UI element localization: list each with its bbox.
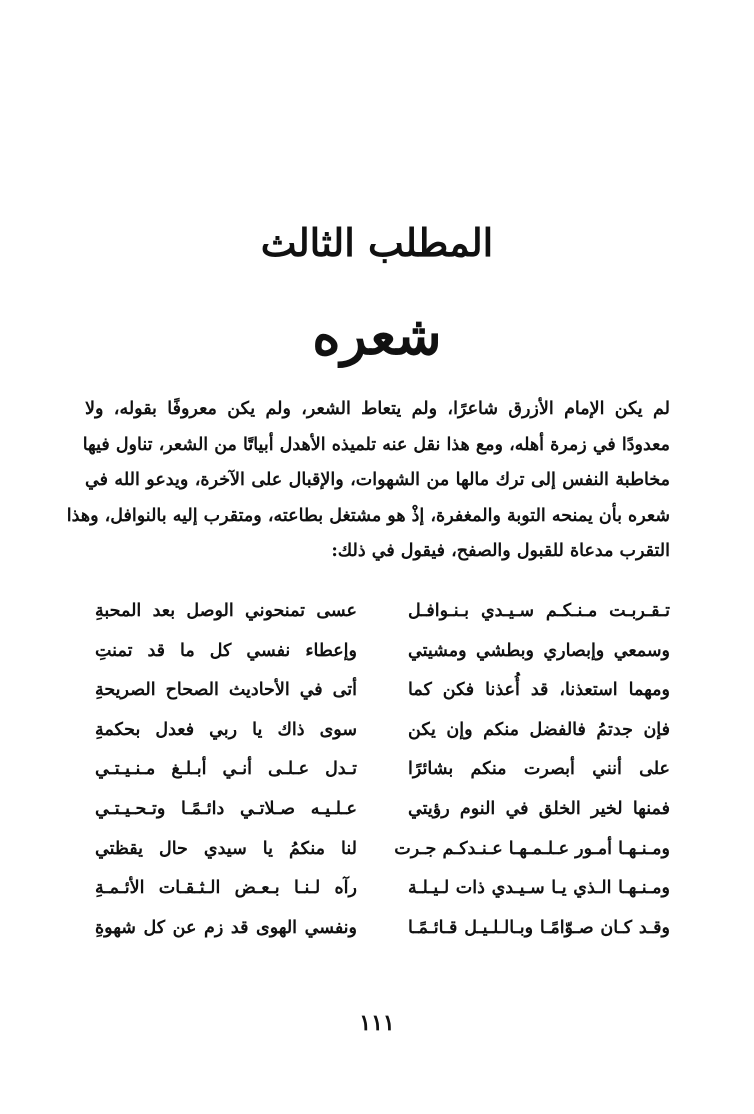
verse-second-hemistich: وإعطاء نفسي كل ما قد تمنتِ <box>95 640 357 661</box>
verse-first-hemistich: وسمعي وإبصاري وبطشي ومشيتي <box>408 640 670 661</box>
verse-first-hemistich: فإن جدتمُ فالفضل منكم وإن يكن <box>408 719 670 740</box>
page-number: ١١١ <box>359 1010 395 1036</box>
verse-second-hemistich: عـلـيـه صـلاتـي دائـمًـا وتـحـيـتـي <box>95 798 357 819</box>
verse-second-hemistich: ونفسي الهوى قد زم عن كل شهوةِ <box>95 917 357 938</box>
paragraph-line: مخاطبة النفس إلى ترك مالها من الشهوات، والإقبال على الآخرة، ويدعو الله في <box>85 470 670 490</box>
poem-verse <box>95 671 670 711</box>
poem-verse <box>95 750 670 790</box>
verse-first-hemistich: فمنها لخير الخلق في النوم رؤيتي <box>408 798 670 819</box>
poem-verse <box>95 790 670 830</box>
poem-verse <box>95 909 670 949</box>
verse-second-hemistich: لنا منكمُ يا سيدي حال يقظتي <box>95 838 357 859</box>
body-paragraph <box>66 392 670 570</box>
verse-second-hemistich: رآه لـنـا بـعـض الـثـقـات الأئـمـةِ <box>95 878 357 899</box>
verse-second-hemistich: تـدل عـلـى أنـي أبـلـغ مـنـيـتـي <box>95 759 357 780</box>
poem-verse <box>95 592 670 632</box>
verse-first-hemistich: ومـنـهـا الـذي يـا سـيـدي ذات لـيـلـة <box>408 878 670 899</box>
paragraph-line: معدودًا في زمرة أهله، ومع هذا نقل عنه تلميذه الأهدل أبياتًا من الشعر، تناول فيها <box>82 434 670 455</box>
section-title: شعره <box>312 303 442 367</box>
paragraph-line: التقرب مدعاة للقبول والصفح، فيقول في ذلك: <box>331 541 670 561</box>
poem-verse <box>95 632 670 672</box>
verse-first-hemistich: ومـنـهـا أمـور عـلـمـهـا عـنـدكـم جـرت <box>394 838 670 859</box>
verse-second-hemistich: سوى ذاك يا ربي فعدل بحكمةِ <box>95 719 357 740</box>
poem-verse <box>95 711 670 751</box>
verse-first-hemistich: تـقـربـت مـنـكـم سـيـدي بـنـوافـل <box>408 601 670 621</box>
verse-second-hemistich: أتى في الأحاديث الصحاح الصريحةِ <box>95 680 357 701</box>
poem <box>95 592 670 948</box>
verse-first-hemistich: وقـد كـان صـوّامًـا وبـالـلـيـل قـائـمًـا <box>408 917 670 938</box>
verse-second-hemistich: عسى تمنحوني الوصل بعد المحبةِ <box>95 601 357 621</box>
paragraph-line: شعره بأن يمنحه التوبة والمغفرة، إذْ هو مشتغل بطاعته، ومتقرب إليه بالنوافل، وهذا <box>66 505 670 526</box>
verse-first-hemistich: على أنني أبصرت منكم بشائرًا <box>408 759 670 780</box>
verse-first-hemistich: ومهما استعذنا، قد أُعذنا فكن كما <box>408 680 670 701</box>
paragraph-line: لم يكن الإمام الأزرق شاعرًا، ولم يتعاط الشعر، ولم يكن معروفًا بقوله، ولا <box>85 399 670 419</box>
section-heading: المطلب الثالث <box>260 220 494 265</box>
poem-verse <box>95 869 670 909</box>
poem-verse <box>95 830 670 870</box>
